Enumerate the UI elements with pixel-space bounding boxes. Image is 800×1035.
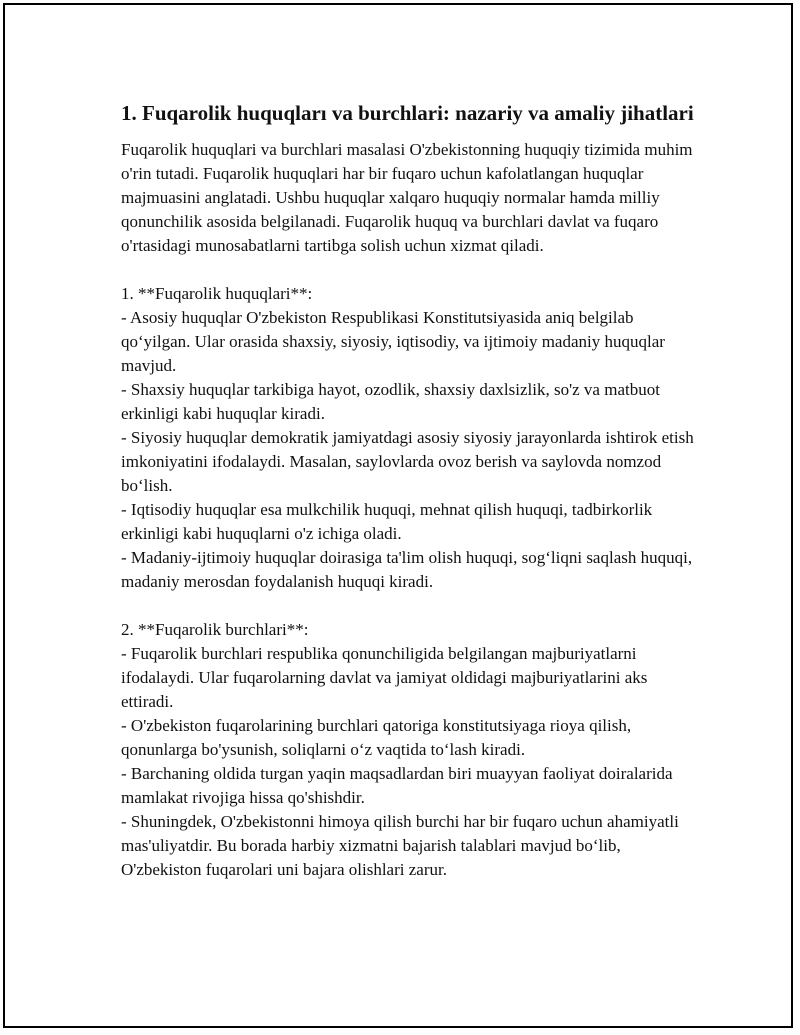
section-heading: 1. **Fuqarolik huquqlari**: [121, 284, 313, 303]
list-item: - Barchaning oldida turgan yaqin maqsadlardan biri muayyan faoliyat doiralarida mamlakat rivojiga hissa qo'shishdir. [121, 764, 673, 807]
intro-paragraph: Fuqarolik huquqlari va burchlari masalasi O'zbekistonning huquqiy tizimida muhim o'rin tutadi. Fuqarolik huquqlari har bir fuqaro uchun kafolatlangan huquqlar majmuasini anglatadi. Ushbu huquqlar xalqaro huquqiy normalar hamda milliy qonunchilik asosida belgilanadi. Fuqarolik huquq va burchlari davlat va fuqaro o'rtasidagi munosabatlarni tartibga solish uchun xizmat qiladi. [121, 140, 693, 255]
section-rights [121, 282, 701, 594]
list-item: - Shuningdek, O'zbekistonni himoya qilish burchi har bir fuqaro uchun ahamiyatli mas'uliyatdir. Bu borada harbiy xizmatni bajarish talablari mavjud bo‘lib, O'zbekiston fuqarolari uni bajara olishlari zarur. [121, 812, 679, 879]
list-item: - Shaxsiy huquqlar tarkibiga hayot, ozodlik, shaxsiy daxlsizlik, so'z va matbuot erkinligi kabi huquqlar kiradi. [121, 380, 660, 423]
section-duties [121, 618, 701, 882]
list-item: - Iqtisodiy huquqlar esa mulkchilik huquqi, mehnat qilish huquqi, tadbirkorlik erkinligi kabi huquqlarni o'z ichiga oladi. [121, 500, 653, 543]
section-heading: 2. **Fuqarolik burchlari**: [121, 620, 309, 639]
list-item: - Madaniy-ijtimoiy huquqlar doirasiga ta'lim olish huquqi, sog‘liqni saqlash huquqi, madaniy merosdan foydalanish huquqi kiradi. [121, 548, 693, 591]
list-item: - Siyosiy huquqlar demokratik jamiyatdagi asosiy siyosiy jarayonlarda ishtirok etish imkoniyatini ifodalaydi. Masalan, saylovlarda ovoz berish va saylovda nomzod bo‘lish. [121, 428, 694, 495]
document-page [3, 3, 793, 1028]
list-item: - O'zbekiston fuqarolarining burchlari qatoriga konstitutsiyaga rioya qilish, qonunlarga bo'ysunish, soliqlarni o‘z vaqtida to‘lash kiradi. [121, 716, 632, 759]
list-item: - Asosiy huquqlar O'zbekiston Respublikasi Konstitutsiyasida aniq belgilab qo‘yilgan. Ular orasida shaxsiy, siyosiy, iqtisodiy, va ijtimoiy madaniy huquqlar mavjud. [121, 308, 665, 375]
document-title: 1. Fuqarolik huquqları va burchlari: nazariy va amaliy jihatlari [121, 101, 694, 125]
list-item: - Fuqarolik burchlari respublika qonunchiligida belgilangan majburiyatlarni ifodalaydi. Ular fuqarolarning davlat va jamiyat oldidagi majburiyatlarini aks ettiradi. [121, 644, 648, 711]
document-content [121, 99, 701, 882]
